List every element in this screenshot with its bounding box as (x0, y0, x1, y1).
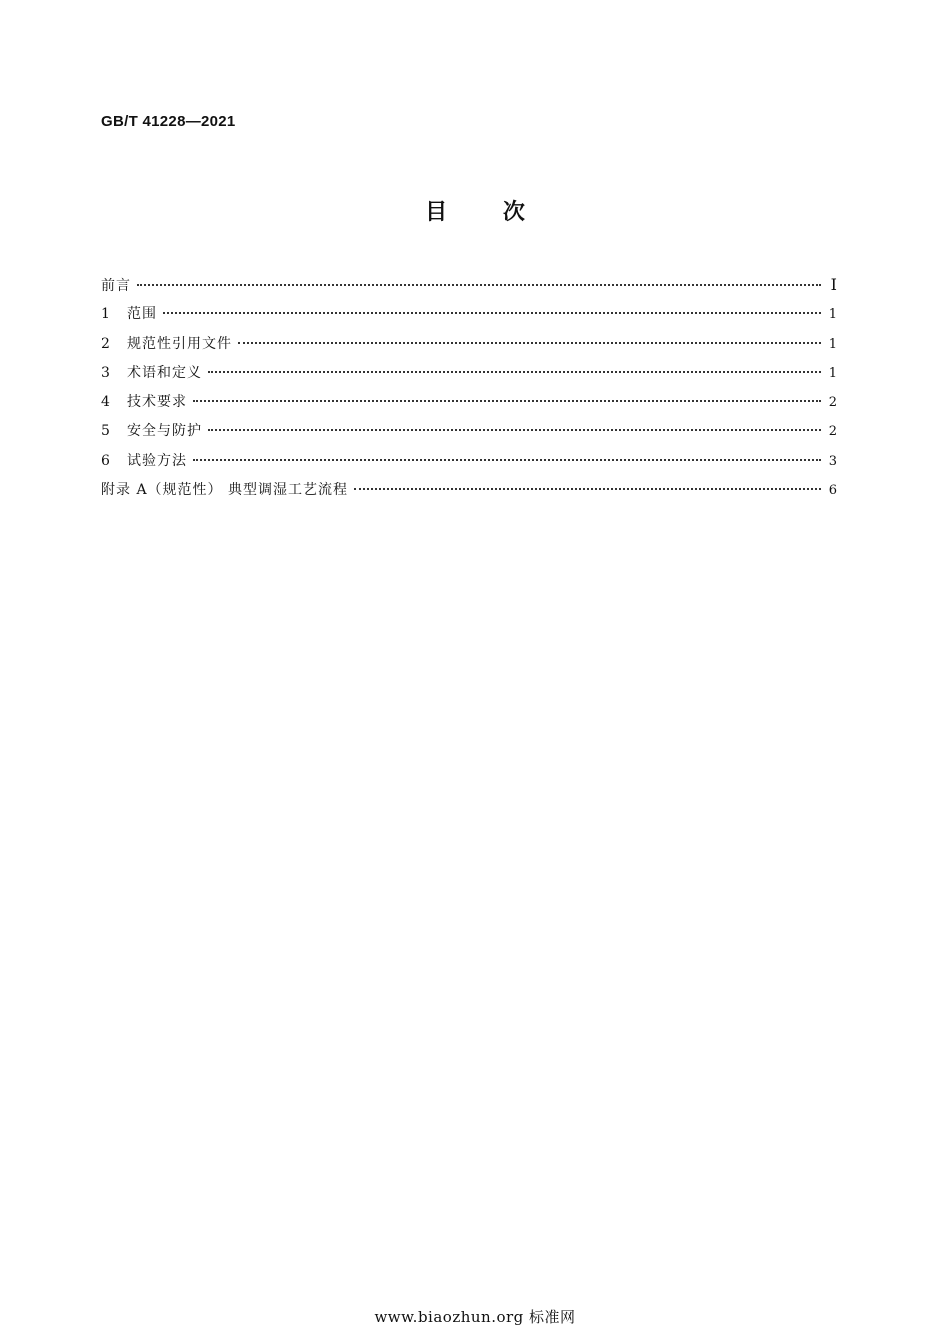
toc-entry-appendix-a[interactable] (101, 480, 837, 509)
dot-leader (208, 428, 821, 431)
toc-entry-label: 规范性引用文件 (127, 335, 232, 352)
toc-entry-label: 前言 (101, 278, 131, 294)
toc-entry-label: 安全与防护 (127, 423, 202, 440)
toc-entry-scope[interactable] (101, 304, 837, 333)
toc-entry-number: 3 (101, 364, 110, 381)
standard-code: GB/T 41228—2021 (101, 113, 236, 130)
toc-entry-technical-requirements[interactable] (101, 392, 837, 421)
toc-entry-page: 1 (828, 365, 837, 381)
toc-entry-terms-definitions[interactable] (101, 363, 837, 392)
dot-leader (193, 399, 821, 402)
toc-entry-label: 试验方法 (127, 452, 187, 469)
toc-entry-test-methods[interactable] (101, 451, 837, 480)
table-of-contents (101, 275, 837, 509)
toc-entry-page: 3 (828, 453, 837, 469)
toc-entry-page: 1 (828, 307, 837, 323)
dot-leader (137, 283, 821, 286)
dot-leader (208, 370, 821, 373)
dot-leader (238, 341, 821, 344)
toc-entry-normative-references[interactable] (101, 334, 837, 363)
toc-entry-label: 附录 A（规范性） 典型调湿工艺流程 (101, 482, 349, 499)
toc-entry-page: I (830, 275, 837, 294)
toc-entry-label: 术语和定义 (127, 364, 202, 381)
dot-leader (193, 458, 821, 461)
toc-entry-label: 范围 (127, 306, 157, 323)
toc-entry-page: 6 (828, 483, 837, 499)
toc-entry-number: 2 (101, 335, 110, 352)
footer-watermark-text: www.biaozhun.org 标准网 (374, 1308, 576, 1326)
toc-entry-page: 2 (828, 395, 837, 411)
toc-entry-number: 6 (101, 452, 110, 469)
toc-entry-foreword[interactable] (101, 275, 837, 304)
toc-entry-label: 技术要求 (127, 394, 187, 411)
toc-entry-number: 4 (101, 394, 110, 411)
toc-title: 目 次 (425, 200, 525, 225)
toc-entry-number: 5 (101, 423, 110, 440)
toc-entry-safety-protection[interactable] (101, 421, 837, 450)
toc-entry-page: 2 (828, 424, 837, 440)
dot-leader (354, 487, 821, 490)
toc-entry-page: 1 (828, 336, 837, 352)
dot-leader (163, 311, 821, 314)
toc-entry-number: 1 (101, 306, 110, 323)
